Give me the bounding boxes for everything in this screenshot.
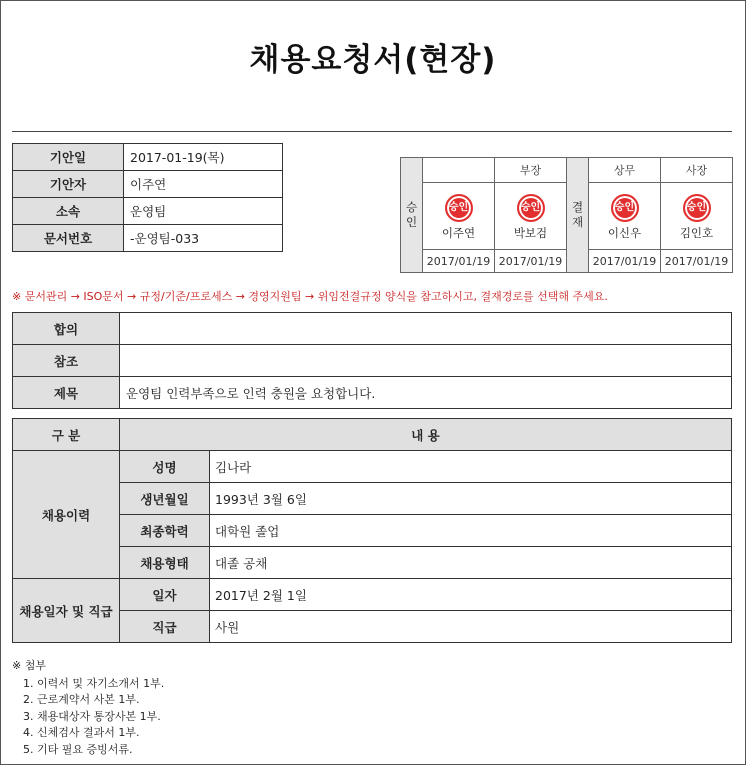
table-row [13,451,732,483]
field-value: 대졸 공채 [210,547,732,579]
meta-row-agreement [13,313,732,345]
field-value: 1993년 3월 6일 [210,483,732,515]
field-label: 채용형태 [120,547,210,579]
list-item: 5. 기타 필요 증빙서류. [23,742,133,756]
approver-name: 이주연 [441,226,476,240]
category-header: 구 분 [13,419,120,451]
stamp-text: 승인 [520,202,541,213]
table-row [13,515,732,547]
stamp-text: 승인 [686,202,707,213]
approver-name: 박보검 [513,226,548,240]
meta-row-subject [13,377,732,409]
doc-number-label: 문서번호 [13,225,124,252]
approval-date: 2017/01/19 [495,250,567,273]
draft-date-value: 2017-01-19(목) [124,144,283,171]
meta-row-reference [13,345,732,377]
approval-stamp-icon [517,194,545,222]
approval-stamp-icon [683,194,711,222]
approval-stamp-icon [611,194,639,222]
department-value: 운영팀 [124,198,283,225]
approver-name: 김인호 [679,226,714,240]
attachments-header: ※ 첨부 [12,659,46,672]
approver-signature-cell [661,183,733,250]
table-row [13,579,732,611]
reference-label: 참조 [13,345,120,377]
approver-signature-cell [589,183,661,250]
drafter-label: 기안자 [13,171,124,198]
field-label: 직급 [120,611,210,643]
category-hire-date-rank: 채용일자 및 직급 [13,579,120,643]
approval-path-notice: ※ 문서관리 → ISO문서 → 규정/기준/프로세스 → 경영지원팀 → 위임전결규정 양식을 참고하시고, 결재경로를 선택해 주세요. [12,290,608,303]
approval-side-label [567,158,589,273]
agreement-label: 합의 [13,313,120,345]
subject-label: 제목 [13,377,120,409]
info-row-drafter [13,171,283,198]
side-char: 결 [571,200,584,214]
approver-signature-cell [423,183,495,250]
content-header: 내 용 [120,419,732,451]
category-hiring-history: 채용이력 [13,451,120,579]
document-info-table [12,143,283,252]
approval-date: 2017/01/19 [661,250,733,273]
stamp-text: 승인 [448,202,469,213]
field-label: 생년월일 [120,483,210,515]
approver-name: 이신우 [607,226,642,240]
approver-role: 사장 [661,158,733,183]
approver-signature-cell [495,183,567,250]
info-row-doc-number [13,225,283,252]
approval-date: 2017/01/19 [589,250,661,273]
approver-role: 부장 [495,158,567,183]
list-item: 3. 채용대상자 통장사본 1부. [23,709,161,723]
stamp-text: 승인 [614,202,635,213]
hiring-detail-table [12,418,732,643]
side-char: 재 [571,215,584,229]
field-label: 최종학력 [120,515,210,547]
approver-role [423,158,495,183]
side-char: 승 [405,200,418,214]
page-title: 채용요청서(현장) [249,42,497,78]
info-row-department [13,198,283,225]
approval-date: 2017/01/19 [423,250,495,273]
approval-side-label [401,158,423,273]
list-item: 4. 신체검사 결과서 1부. [23,726,140,739]
field-value: 2017년 2월 1일 [210,579,732,611]
table-row [13,547,732,579]
field-label: 일자 [120,579,210,611]
field-value: 김나라 [210,451,732,483]
reference-value [120,345,732,377]
department-label: 소속 [13,198,124,225]
approval-block-consent [400,157,567,273]
side-char: 인 [405,215,418,229]
list-item: 1. 이력서 및 자기소개서 1부. [23,676,165,690]
subject-value: 운영팀 인력부족으로 인력 충원을 요청합니다. [120,377,732,409]
table-row [13,483,732,515]
field-value: 대학원 졸업 [210,515,732,547]
approver-role: 상무 [589,158,661,183]
draft-date-label: 기안일 [13,144,124,171]
detail-header-row [13,419,732,451]
agreement-value [120,313,732,345]
table-row [13,611,732,643]
approval-block-sign-off [566,157,733,273]
field-label: 성명 [120,451,210,483]
list-item: 2. 근로계약서 사본 1부. [23,693,140,706]
meta-table [12,312,732,409]
doc-number-value: -운영팀-033 [124,225,283,252]
title-divider [12,131,732,132]
attachments-section [12,658,164,758]
approval-stamp-icon [445,194,473,222]
drafter-value: 이주연 [124,171,283,198]
info-row-draft-date [13,144,283,171]
field-value: 사원 [210,611,732,643]
